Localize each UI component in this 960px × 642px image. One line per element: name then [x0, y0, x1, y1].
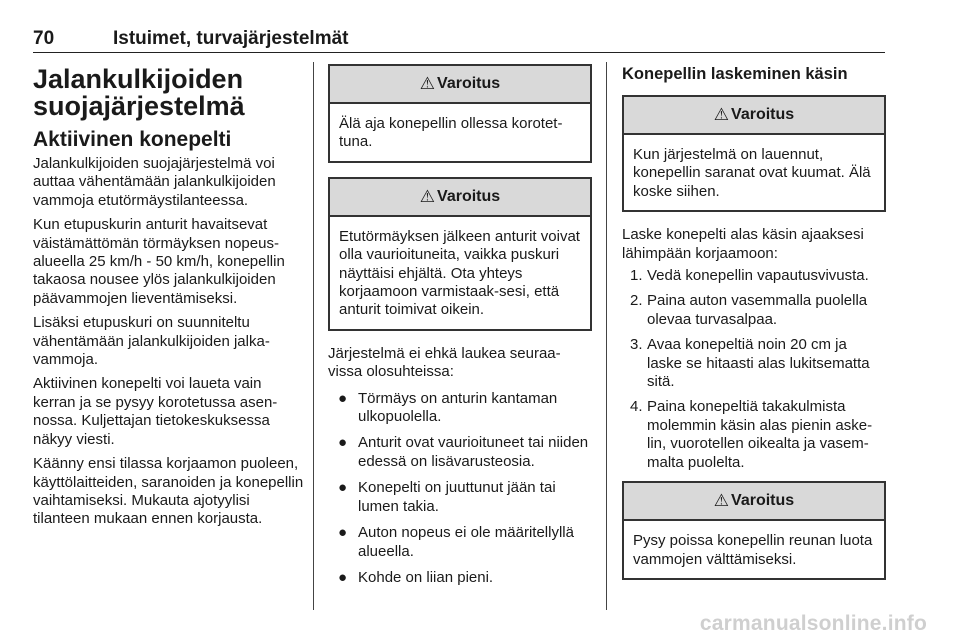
numbered-list: [622, 267, 886, 472]
warning-text: Kun järjestelmä on lauennut, konepellin saranat ovat kuumat. Älä koske siihen.: [633, 146, 871, 200]
paragraph: Käänny ensi tilassa korjaamon puoleen, käyttölaitteiden, saranoiden ja konepellin vaihtamiseksi. Mukauta ajotyylisi tilanteen mukaan ennen korjausta.: [33, 455, 304, 528]
bullet-icon: ●: [338, 524, 348, 542]
step-number: 1.: [630, 267, 643, 285]
subsection-heading: Aktiivinen konepelti: [33, 128, 232, 151]
warning-header: [330, 66, 590, 104]
paragraph: Jalankulkijoiden suojajärjestelmä voi auttaa vähentämään jalankulkijoiden vammoja etutörmäystilanteessa.: [33, 155, 276, 209]
warning-box: [328, 177, 592, 331]
bullet-list: [328, 390, 592, 588]
section-heading: Jalankulkijoiden suojajärjestelmä: [33, 64, 245, 121]
warning-box: [622, 481, 886, 580]
bullet-icon: ●: [338, 434, 348, 452]
warning-header: [624, 483, 884, 521]
list-item-text: Anturit ovat vaurioituneet tai niiden edessä on lisävarusteosia.: [358, 434, 589, 470]
warning-triangle-icon: ⚠: [713, 490, 730, 510]
step-number: 2.: [630, 292, 643, 310]
warning-label: Varoitus: [437, 74, 501, 92]
paragraph: Lisäksi etupuskuri on suunniteltu vähentämään jalankulkijoiden jalka-vammoja.: [33, 314, 270, 369]
list-item: [328, 434, 592, 471]
list-item-text: Vedä konepellin vapautusvivusta.: [647, 267, 869, 285]
warning-triangle-icon: ⚠: [419, 186, 436, 206]
page-number: 70: [33, 28, 55, 49]
warning-box: [622, 95, 886, 212]
step-number: 4.: [630, 398, 643, 416]
list-item: [622, 292, 886, 329]
page-header-title: Istuimet, turvajärjestelmät: [113, 28, 349, 49]
list-item-text: Auton nopeus ei ole määritellyllä alueella.: [358, 524, 574, 560]
column-2: [328, 64, 592, 595]
list-item-text: Törmäys on anturin kantaman ulkopuolella.: [358, 389, 558, 426]
page-header: [33, 28, 885, 53]
warning-header: [330, 179, 590, 217]
warning-triangle-icon: ⚠: [419, 73, 436, 93]
column-3: [622, 64, 886, 594]
warning-label: Varoitus: [731, 105, 795, 123]
list-item: [328, 479, 592, 516]
list-item: [622, 398, 886, 472]
paragraph: Aktiivinen konepelti voi laueta vain kerran ja se pysyy korotetussa asen-nossa. Kuljettajan tietokeskuksessa näkyy viesti.: [33, 375, 278, 448]
paragraph: Laske konepelti alas käsin ajaaksesi lähimpään korjaamoon:: [622, 226, 864, 262]
list-item: [328, 390, 592, 427]
list-item: [622, 267, 886, 285]
list-item: [328, 524, 592, 561]
column-divider-1: [313, 62, 314, 610]
list-item: [328, 569, 592, 587]
list-item-text: Paina konepeltiä takakulmista molemmin käsin alas pienin aske-lin, vuorotellen oikealta ja vasem-malta puolelta.: [647, 398, 873, 471]
list-item: [622, 336, 886, 391]
warning-text: Etutörmäyksen jälkeen anturit voivat olla vaurioituneita, vaikka puskuri näyttäisi ehjältä. Ota yhteys korjaamoon varmistaak-sesi, että anturit toimivat oikein.: [339, 227, 580, 319]
bullet-icon: ●: [338, 389, 348, 407]
step-number: 3.: [630, 336, 643, 354]
warning-label: Varoitus: [731, 491, 795, 509]
warning-header: [624, 97, 884, 135]
list-item-text: Paina auton vasemmalla puolella olevaa turvasalpaa.: [647, 292, 868, 328]
paragraph: Järjestelmä ei ehkä laukea seuraa-vissa olosuhteissa:: [328, 344, 561, 381]
bullet-icon: ●: [338, 479, 348, 497]
list-item-text: Kohde on liian pieni.: [358, 568, 494, 586]
list-item-text: Avaa konepeltiä noin 20 cm ja laske se hitaasti alas lukitsematta sitä.: [647, 336, 870, 391]
paragraph: Kun etupuskurin anturit havaitsevat väistämättömän törmäyksen nopeus-alueella 25 km/h - 50 km/h, konepellin takaosa nousee ylös jalankulkijoiden päävammojen lieventämiseksi.: [33, 216, 285, 307]
column-1: [33, 64, 305, 535]
bullet-icon: ●: [338, 568, 348, 586]
warning-label: Varoitus: [437, 187, 501, 205]
column-divider-2: [606, 62, 607, 610]
list-item-text: Konepelti on juuttunut jään tai lumen takia.: [358, 479, 556, 515]
watermark: carmanualsonline.info: [699, 612, 927, 635]
warning-text: Pysy poissa konepellin reunan luota vammojen välttämiseksi.: [633, 532, 873, 568]
warning-box: [328, 64, 592, 163]
section-heading: Konepellin laskeminen käsin: [622, 65, 848, 83]
warning-triangle-icon: ⚠: [713, 104, 730, 124]
warning-text: Älä aja konepellin ollessa korotet-tuna.: [339, 115, 563, 151]
